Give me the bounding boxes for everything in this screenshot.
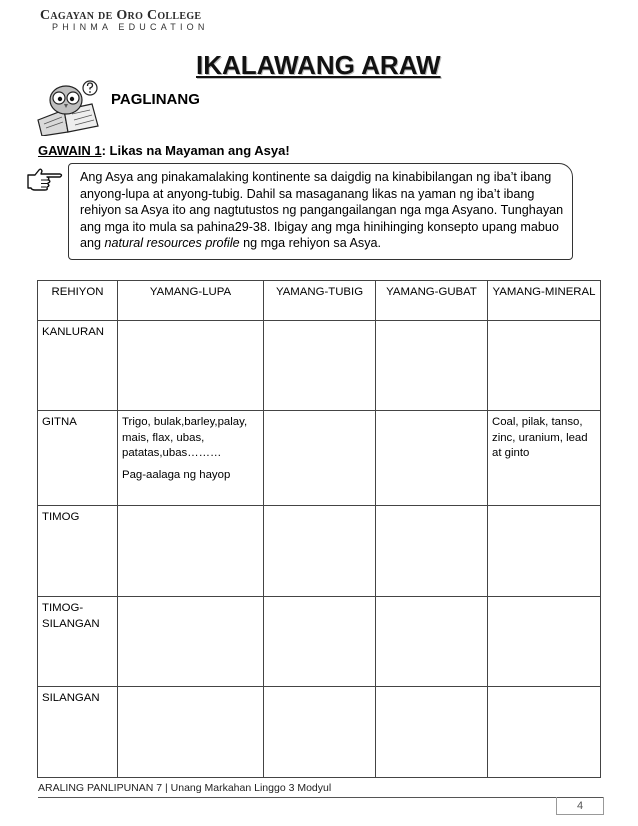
table-row xyxy=(38,506,601,597)
header-yamang-lupa: YAMANG-LUPA xyxy=(118,281,264,321)
table-row xyxy=(38,687,601,778)
footer: ARALING PANLIPUNAN 7 | Unang Markahan Linggo 3 Modyul xyxy=(38,782,604,798)
logo-title: Cagayan de Oro College xyxy=(40,8,202,23)
table-row xyxy=(38,597,601,687)
yamang-lupa-cell[interactable] xyxy=(118,597,264,687)
yamang-tubig-cell[interactable] xyxy=(264,687,376,778)
day-title: IKALAWANG ARAW xyxy=(196,50,441,80)
yamang-lupa-cell[interactable] xyxy=(118,321,264,411)
page-number: 4 xyxy=(556,797,604,815)
header-yamang-gubat: YAMANG-GUBAT xyxy=(376,281,488,321)
yamang-mineral-cell[interactable] xyxy=(488,321,601,411)
region-cell: TIMOG-SILANGAN xyxy=(38,597,118,687)
yamang-gubat-cell[interactable] xyxy=(376,506,488,597)
yamang-tubig-cell[interactable] xyxy=(264,321,376,411)
activity-label: GAWAIN 1 xyxy=(38,143,102,158)
yamang-lupa-text: Pag-aalaga ng hayop xyxy=(122,468,231,481)
activity-separator: : xyxy=(101,143,110,158)
yamang-gubat-cell[interactable] xyxy=(376,321,488,411)
instruction-text: Ang Asya ang pinakamalaking kontinente sa daigdig na kinabibilangan ng iba’t ibang anyong-lupa at anyong-tubig. Dahil sa masaganang likas na yaman ng iba’t ibang rehiyon sa Asya ito ang nagtutustos ng pangangailangan nga mga Asyano. Tunghayan ang mga ito mula sa pahina29-38. Ibigay ang mga hinihinging konsepto upang mabuo ang xyxy=(80,170,564,251)
table-header-row xyxy=(38,281,601,321)
table-row xyxy=(38,321,601,411)
logo-subtitle: PHINMA EDUCATION xyxy=(52,22,209,32)
yamang-lupa-cell[interactable] xyxy=(118,506,264,597)
table-row xyxy=(38,411,601,506)
yamang-tubig-cell[interactable] xyxy=(264,411,376,506)
header-yamang-mineral: YAMANG-MINERAL xyxy=(488,281,601,321)
section-title: PAGLINANG xyxy=(111,91,200,108)
yamang-mineral-text: Coal, pilak, tanso, zinc, uranium, lead at ginto xyxy=(492,416,588,459)
yamang-gubat-cell[interactable] xyxy=(376,597,488,687)
yamang-lupa-cell[interactable] xyxy=(118,687,264,778)
header-rehiyon: REHIYON xyxy=(38,281,118,321)
pointing-hand-icon xyxy=(26,166,64,199)
instruction-text-end: ng mga rehiyon sa Asya. xyxy=(239,236,382,251)
yamang-lupa-cell[interactable] xyxy=(118,411,264,506)
school-logo xyxy=(40,8,209,32)
yamang-gubat-cell[interactable] xyxy=(376,687,488,778)
owl-book-icon xyxy=(34,80,102,141)
region-cell: GITNA xyxy=(38,411,118,506)
activity-heading xyxy=(38,143,290,158)
yamang-lupa-text: Trigo, bulak,barley,palay, mais, flax, ubas, patatas,ubas……… xyxy=(122,416,248,459)
region-cell: KANLURAN xyxy=(38,321,118,411)
yamang-mineral-cell[interactable] xyxy=(488,506,601,597)
header-yamang-tubig: YAMANG-TUBIG xyxy=(264,281,376,321)
resources-table xyxy=(37,280,601,778)
yamang-gubat-cell[interactable] xyxy=(376,411,488,506)
region-cell: SILANGAN xyxy=(38,687,118,778)
yamang-tubig-cell[interactable] xyxy=(264,597,376,687)
yamang-tubig-cell[interactable] xyxy=(264,506,376,597)
activity-title: Likas na Mayaman ang Asya! xyxy=(109,143,290,158)
region-cell: TIMOG xyxy=(38,506,118,597)
yamang-mineral-cell[interactable] xyxy=(488,597,601,687)
instruction-box xyxy=(68,163,573,260)
yamang-mineral-cell[interactable] xyxy=(488,687,601,778)
instruction-italic: natural resources profile xyxy=(104,236,240,251)
yamang-mineral-cell[interactable] xyxy=(488,411,601,506)
